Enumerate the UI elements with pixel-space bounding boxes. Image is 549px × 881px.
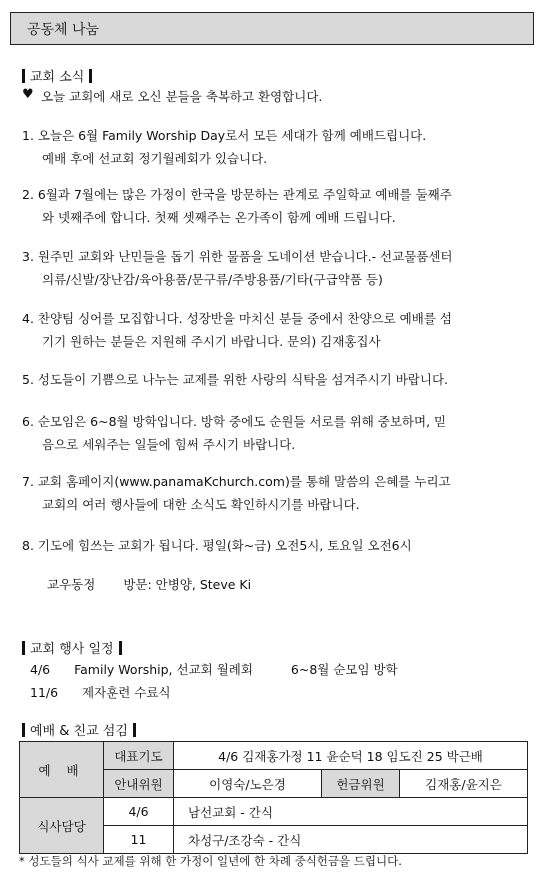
news-item-5 xyxy=(22,368,448,391)
usher-label: 안내위원 xyxy=(104,770,174,798)
footnote: * 성도들의 식사 교제를 위해 한 가정이 일년에 한 차례 중식헌금을 드립니다. xyxy=(19,854,402,868)
meal-date: 4/6 xyxy=(104,798,174,826)
table-row xyxy=(20,742,528,770)
news-item-line1: 8. 기도에 힘쓰는 교회가 됩니다. 평일(화~금) 오전5시, 토요일 오전6시 xyxy=(22,538,412,553)
news-section-heading xyxy=(22,66,97,85)
service-section-heading xyxy=(22,720,141,739)
event-text: 제자훈련 수료식 xyxy=(82,685,171,700)
offering-value: 김재홍/윤지은 xyxy=(400,770,528,798)
news-item-line2: 의류/신발/장난감/육아용품/문구류/주방용품/기타(구급약품 등) xyxy=(42,272,383,287)
service-table xyxy=(19,741,528,854)
news-item-line1: 3. 원주민 교회와 난민들을 돕기 위한 물품을 도네이션 받습니다.- 선교물품센터 xyxy=(22,249,453,264)
event-text: Family Worship, 선교회 월례회 xyxy=(74,662,253,677)
news-item-6 xyxy=(22,410,446,456)
table-row xyxy=(20,798,528,826)
news-item-2 xyxy=(22,183,452,229)
meal-value: 차성구/조강숙 - 간식 xyxy=(174,826,528,854)
heading-bar-left xyxy=(22,641,25,655)
news-item-line2: 예배 후에 선교회 정기월례회가 있습니다. xyxy=(42,151,268,166)
service-heading-text: 예배 & 친교 섬김 xyxy=(30,724,128,739)
prayer-label: 대표기도 xyxy=(104,742,174,770)
news-item-7 xyxy=(22,470,451,516)
event-date: 4/6 xyxy=(30,662,51,677)
event-row-1 xyxy=(30,660,398,678)
offering-label: 헌금위원 xyxy=(322,770,400,798)
meal-label: 식사담당 xyxy=(20,798,104,854)
worship-label: 예 배 xyxy=(20,742,104,798)
heading-bar-right xyxy=(133,723,136,737)
news-item-8 xyxy=(22,534,412,557)
news-item-3 xyxy=(22,245,453,291)
page-title-bar xyxy=(10,12,534,45)
welcome-greeting: 오늘 교회에 새로 오신 분들을 축복하고 환영합니다. xyxy=(41,89,323,104)
prayer-value: 4/6 김재홍가정 11 윤순덕 18 임도진 25 박근배 xyxy=(174,742,528,770)
meal-value: 남선교회 - 간식 xyxy=(174,798,528,826)
event-extra: 6~8월 순모임 방학 xyxy=(290,662,398,677)
meal-date: 11 xyxy=(104,826,174,854)
visit-text: 방문: 안병양, Steve Ki xyxy=(123,577,252,592)
heart-icon: ♥ xyxy=(22,87,34,102)
visit-label: 교우동정 xyxy=(47,577,96,592)
news-item-line2: 음으로 세워주는 일들에 힘써 주시기 바랍니다. xyxy=(42,437,296,452)
usher-value: 이영숙/노은경 xyxy=(174,770,322,798)
news-heading-text: 교회 소식 xyxy=(30,70,85,85)
news-item-line1: 1. 오늘은 6월 Family Worship Day로서 모든 세대가 함께 예배드립니다. xyxy=(22,128,427,143)
news-item-line1: 2. 6월과 7월에는 많은 가정이 한국을 방문하는 관계로 주일학교 예배를 둘째주 xyxy=(22,187,452,202)
news-item-line1: 5. 성도들이 기쁨으로 나누는 교제를 위한 사랑의 식탁을 섬겨주시기 바랍니다. xyxy=(22,372,448,387)
event-row-2 xyxy=(30,683,171,701)
page-title: 공동체 나눔 xyxy=(27,21,100,38)
events-section-heading xyxy=(22,638,127,657)
news-item-4 xyxy=(22,307,452,353)
heading-bar-right xyxy=(89,69,92,83)
event-date: 11/6 xyxy=(30,685,59,700)
news-item-line1: 7. 교회 홈페이지(www.panamaKchurch.com)를 통해 말씀의 은혜를 누리고 xyxy=(22,474,451,489)
news-item-1 xyxy=(22,124,426,170)
heading-bar-left xyxy=(22,723,25,737)
news-item-line1: 6. 순모임은 6~8월 방학입니다. 방학 중에도 순원들 서로를 위해 중보하며, 믿 xyxy=(22,414,447,429)
heading-bar-right xyxy=(119,641,122,655)
news-item-line2: 기기 원하는 분들은 지원해 주시기 바랍니다. 문의) 김재홍집사 xyxy=(42,334,381,349)
events-heading-text: 교회 행사 일정 xyxy=(30,642,114,657)
visit-news xyxy=(47,575,251,593)
news-item-line2: 와 넷째주에 합니다. 첫째 셋째주는 온가족이 함께 예배 드립니다. xyxy=(42,210,396,225)
heading-bar-left xyxy=(22,69,25,83)
news-item-line1: 4. 찬양팀 싱어를 모집합니다. 성장반을 마치신 분들 중에서 찬양으로 예배를 섬 xyxy=(22,311,452,326)
news-item-line2: 교회의 여러 행사들에 대한 소식도 확인하시기를 바랍니다. xyxy=(42,497,360,512)
